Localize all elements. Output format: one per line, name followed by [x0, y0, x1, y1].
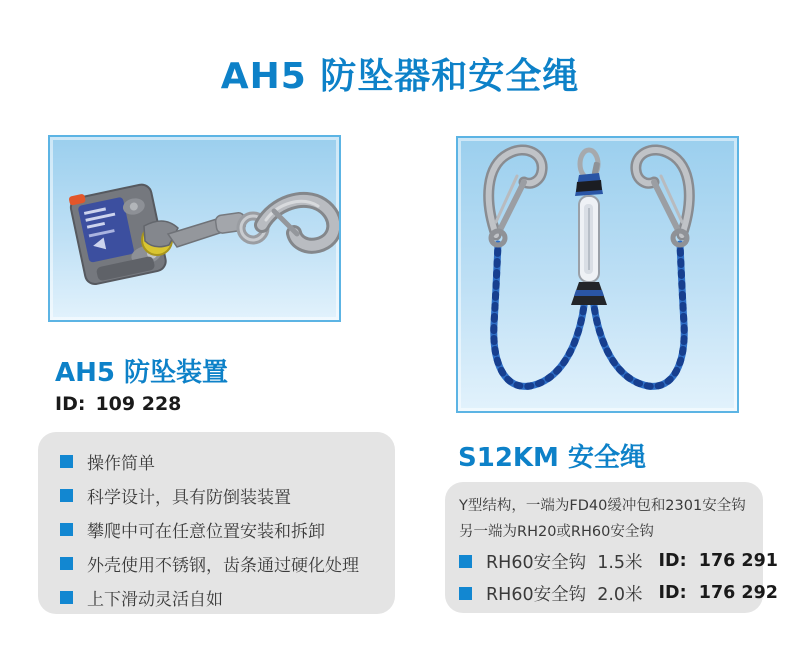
variant-row: [459, 577, 778, 609]
feature-item: [60, 512, 383, 546]
feature-text: 攀爬中可在任意位置安装和拆卸: [87, 521, 325, 542]
bullet-square-icon: [459, 587, 472, 600]
bullet-square-icon: [60, 489, 73, 502]
s12km-description-line: 另一端为RH20或RH60安全钩: [459, 524, 654, 540]
variant-id-label: ID:: [658, 583, 687, 603]
variant-label: RH60安全钩 1.5米: [486, 552, 643, 573]
variant-id-label: ID:: [658, 551, 687, 571]
feature-item: [60, 444, 383, 478]
ah5-device-illustration: [50, 137, 339, 320]
s12km-product-name: S12KM 安全绳: [458, 443, 646, 473]
s12km-product-image: [456, 136, 739, 413]
s12km-description-line: Y型结构，一端为FD40缓冲包和2301安全钩: [459, 498, 746, 514]
ah5-product-name: AH5 防坠装置: [55, 358, 229, 388]
ah5-id-value: 109 228: [95, 393, 182, 415]
ah5-id-label: ID:: [55, 393, 86, 415]
ah5-product-image: [48, 135, 341, 322]
feature-item: [60, 546, 383, 580]
feature-item: [60, 580, 383, 614]
feature-text: 上下滑动灵活自如: [87, 589, 223, 610]
feature-text: 操作简单: [87, 453, 155, 474]
bullet-square-icon: [459, 555, 472, 568]
feature-text: 科学设计，具有防倒装装置: [87, 487, 291, 508]
bullet-square-icon: [60, 557, 73, 570]
ah5-id-line: [55, 393, 181, 415]
variant-id: [659, 583, 778, 603]
variant-id: [659, 551, 778, 571]
s12km-details-panel: [445, 482, 778, 613]
feature-text: 外壳使用不锈钢，齿条通过硬化处理: [87, 555, 359, 576]
bullet-square-icon: [60, 523, 73, 536]
variant-row: [459, 545, 778, 577]
variant-id-value: 176 291: [698, 551, 778, 571]
ah5-features-panel: [38, 432, 395, 614]
page-title: AH5 防坠器和安全绳: [220, 56, 580, 97]
bullet-square-icon: [60, 455, 73, 468]
lanyard-illustration: [458, 138, 737, 411]
feature-item: [60, 478, 383, 512]
bullet-square-icon: [60, 591, 73, 604]
variant-label: RH60安全钩 2.0米: [486, 584, 643, 605]
variant-id-value: 176 292: [698, 583, 778, 603]
